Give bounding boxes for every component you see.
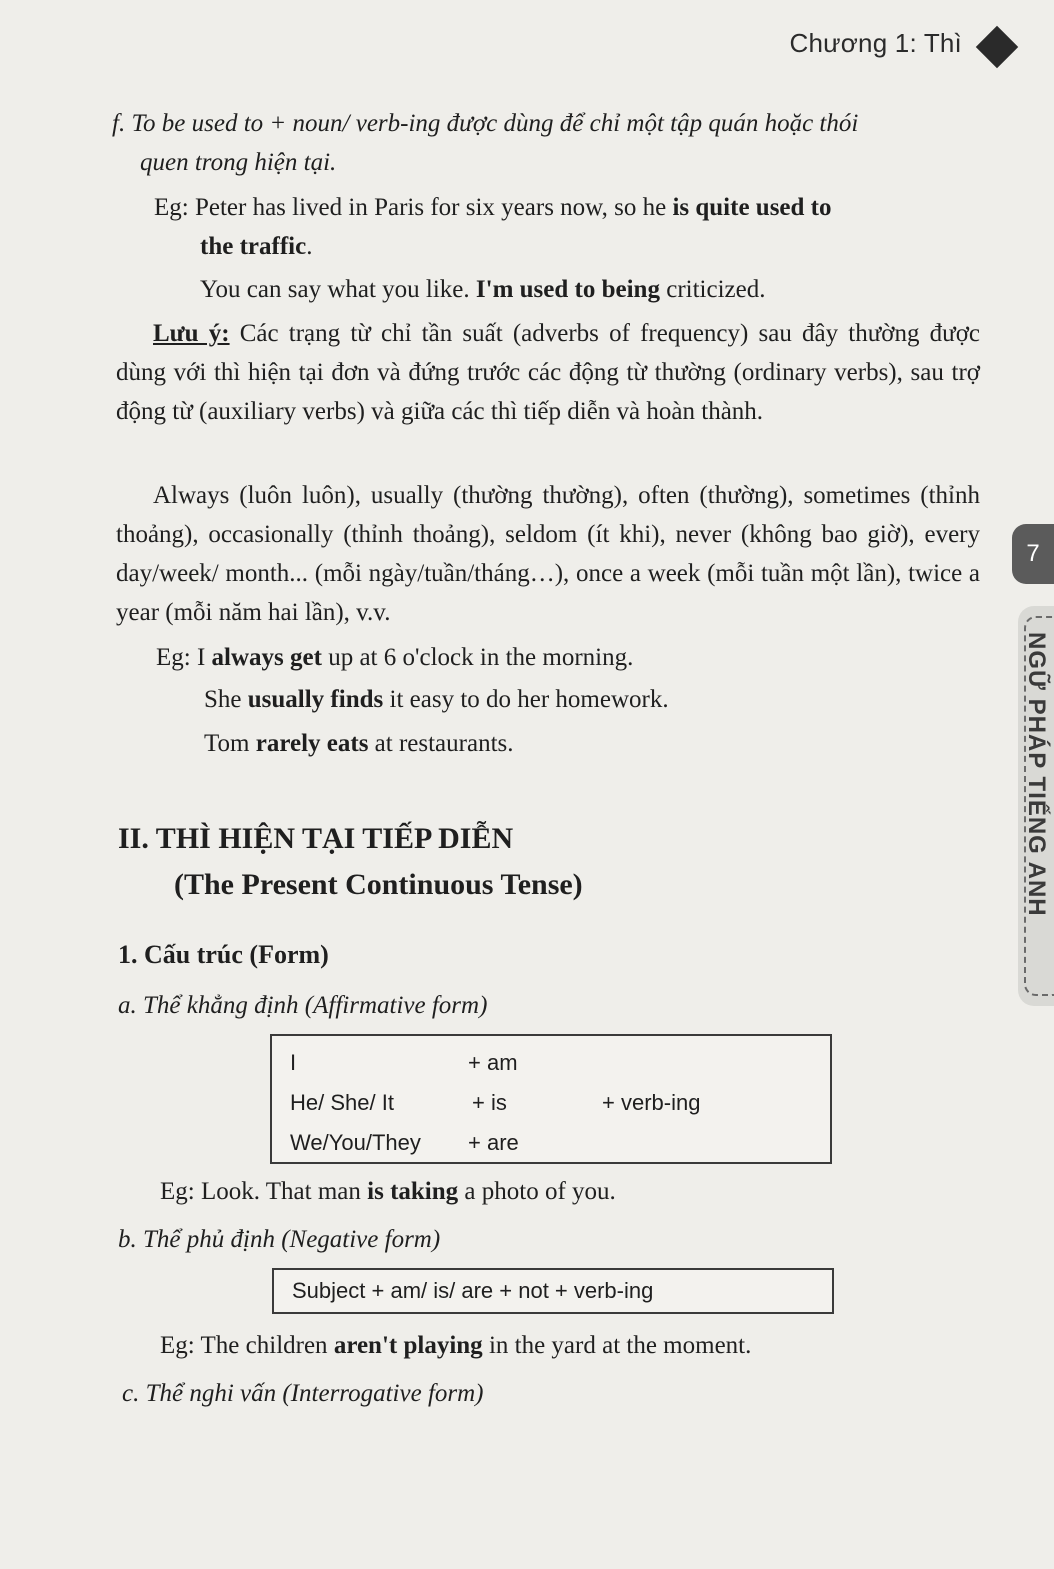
example-text: You can say what you like. (200, 276, 476, 303)
affirmative-formula-box (270, 1034, 832, 1164)
example-bold: rarely eats (255, 730, 369, 757)
example-text: I (196, 644, 212, 671)
formula-verb: + verb-ing (602, 1090, 701, 1115)
example-text: at restaurants. (368, 730, 514, 757)
diamond-icon (976, 26, 1018, 68)
formula-aux: + is (472, 1090, 507, 1115)
example-text: She (204, 686, 248, 713)
note-paragraph (116, 314, 980, 431)
negative-formula-box (272, 1268, 834, 1314)
eg-label: Eg: (154, 194, 189, 221)
example-text: Tom (204, 730, 256, 757)
eg-label: Eg: (156, 644, 191, 671)
affirmative-label: a. Thể khẳng định (Affirmative form) (118, 992, 488, 1019)
example-bold: I'm used to being (475, 276, 660, 303)
example-text: Peter has lived in Paris for six years now, so he (194, 194, 673, 221)
chapter-title: Chương 1: Thì (789, 28, 962, 58)
page-number: 7 (1026, 540, 1040, 567)
side-tab-label: NGỮ PHÁP TIẾNG ANH (1023, 632, 1050, 917)
negative-example (160, 1326, 960, 1365)
eg-label: Eg: (160, 1178, 195, 1205)
note-label: Lưu ý: (153, 320, 230, 347)
example-text: The children (200, 1332, 334, 1359)
formula-subject: We/You/They (290, 1130, 421, 1155)
section-f-heading (112, 104, 992, 182)
formula-subject: He/ She/ It (290, 1090, 394, 1115)
example-bold: usually finds (247, 686, 384, 713)
note-example-3 (204, 724, 976, 763)
example-text: . (306, 233, 313, 260)
example-bold: the traffic (200, 233, 307, 260)
negative-formula: Subject + am/ is/ are + not + verb-ing (292, 1278, 654, 1303)
section-f-example-1 (154, 188, 984, 227)
section-f-heading-line2: quen trong hiện tại. (140, 149, 337, 176)
affirmative-example (160, 1172, 960, 1211)
note-example-1 (156, 638, 976, 677)
note-example-2 (204, 680, 976, 719)
negative-label: b. Thể phủ định (Negative form) (118, 1226, 441, 1253)
adverbs-paragraph: Always (luôn luôn), usually (thường thường), often (thường), sometimes (thỉnh thoảng), occasionally (thỉnh thoảng), seldom (ít khi), never (không bao giờ), every day/week/ month... (mỗi ngày/tuần/tháng…), once a week (mỗi tuần một lần), twice a year (mỗi năm hai lần), v.v. (116, 482, 980, 626)
formula-aux: + am (468, 1050, 518, 1075)
example-text: it easy to do her homework. (383, 686, 669, 713)
page-number-badge (1012, 524, 1054, 584)
formula-aux: + are (468, 1130, 519, 1155)
example-text: in the yard at the moment. (482, 1332, 752, 1359)
form-title: 1. Cấu trúc (Form) (118, 940, 329, 969)
formula-subject: I (290, 1050, 297, 1075)
example-text: Look. That man (200, 1178, 368, 1205)
note-text: Các trạng từ chỉ tần suất (adverbs of frequency) sau đây thường được dùng với thì hiện tại đơn và đứng trước các động từ thường (ordinary verbs), sau trợ động từ (auxiliary verbs) và giữa các thì tiếp diễn và hoàn thành. (116, 320, 981, 425)
example-bold: always get (211, 644, 322, 671)
interrogative-label: c. Thể nghi vấn (Interrogative form) (122, 1380, 484, 1407)
example-bold: aren't playing (333, 1332, 483, 1359)
section-f-example-1-cont (200, 227, 984, 266)
section-ii-title: II. THÌ HIỆN TẠI TIẾP DIỄN (118, 822, 514, 855)
example-text: criticized. (659, 276, 766, 303)
section-f-heading-line1: f. To be used to + noun/ verb-ing được dùng để chỉ một tập quán hoặc thói (112, 110, 859, 137)
eg-label: Eg: (160, 1332, 195, 1359)
example-bold: is taking (367, 1178, 459, 1205)
example-bold: is quite used to (672, 194, 832, 221)
section-ii-subtitle: (The Present Continuous Tense) (174, 868, 583, 901)
section-f-example-2 (200, 270, 984, 309)
example-text: a photo of you. (458, 1178, 616, 1205)
example-text: up at 6 o'clock in the morning. (321, 644, 634, 671)
